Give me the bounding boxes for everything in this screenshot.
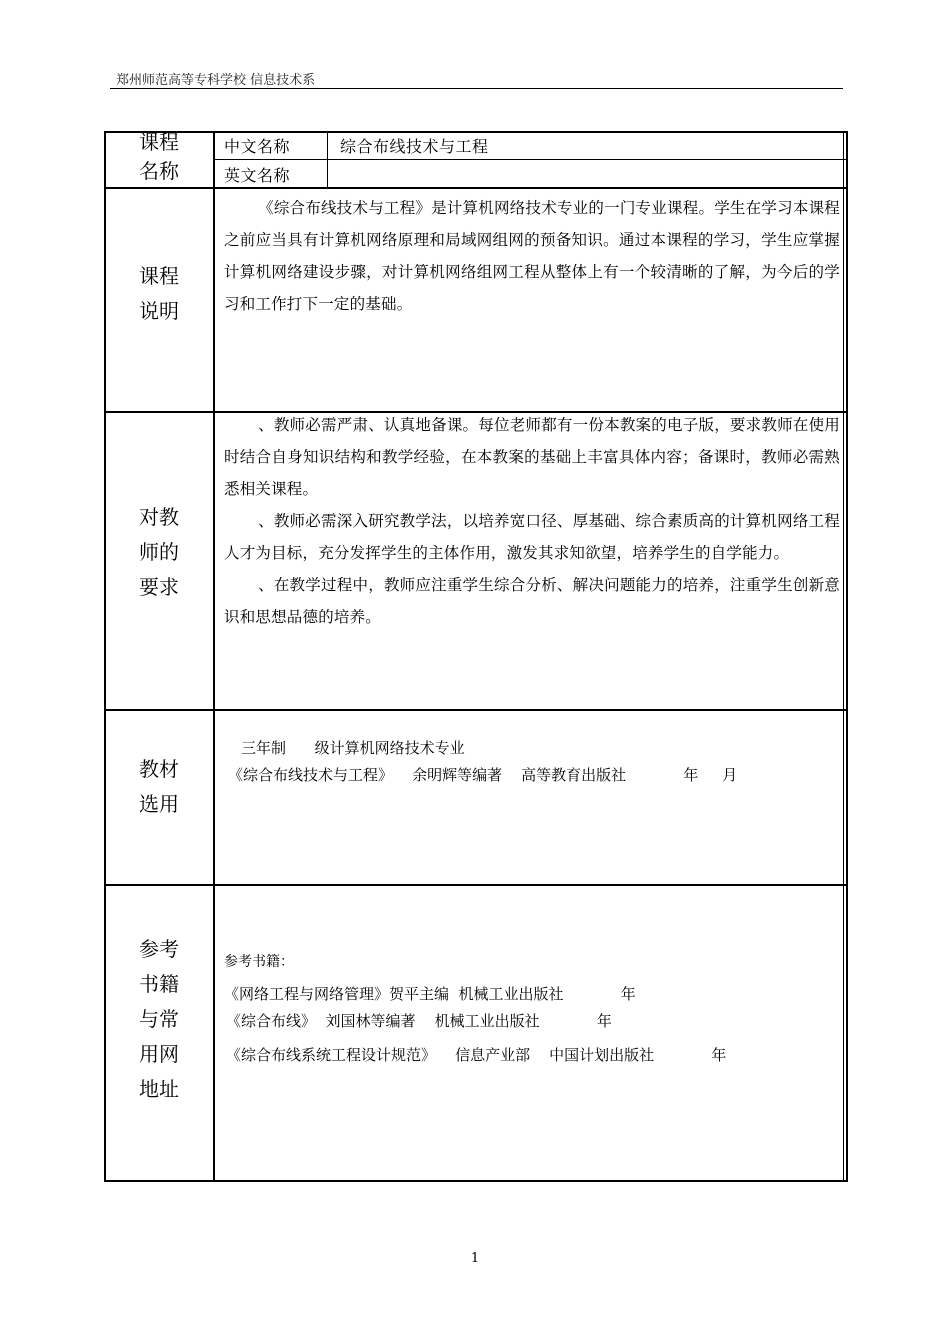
- row-divider-3: [104, 709, 848, 711]
- page-number: 1: [470, 1251, 480, 1266]
- teacher-req-label: [104, 500, 214, 605]
- cn-name-value: 综合布线技术与工程: [340, 137, 489, 156]
- name-column-divider: [327, 131, 328, 187]
- table-border-right: [846, 131, 848, 1181]
- row-divider-1: [104, 187, 848, 189]
- label-line: 书籍: [139, 972, 179, 996]
- name-row-divider: [214, 159, 846, 160]
- table-border-bottom: [104, 1180, 848, 1182]
- course-desc-text: [224, 192, 840, 320]
- teacher-req-text: [224, 409, 840, 633]
- cn-name-label: 中文名称: [224, 137, 291, 156]
- textbook-label: [104, 752, 214, 822]
- ref-line-1: 《网络工程与网络管理》贺平主编 机械工业出版社 年: [224, 985, 636, 1003]
- label-line: 要求: [139, 575, 179, 599]
- ref-line-3: 《综合布线系统工程设计规范》 信息产业部 中国计划出版社 年: [226, 1046, 727, 1064]
- teacher-item: 、教师必需深入研究教学法，以培养宽口径、厚基础、综合素质高的计算机网络工程人才为目标，充分发挥学生的主体作用，激发其求知欲望，培养学生的自学能力。: [224, 512, 840, 562]
- label-line: 教材: [139, 757, 179, 781]
- label-line: 参考: [139, 937, 179, 961]
- teacher-item: 、在教学过程中，教师应注重学生综合分析、解决问题能力的培养，注重学生创新意识和思想品德的培养。: [224, 576, 840, 626]
- ref-heading: 参考书籍：: [224, 954, 294, 970]
- row-divider-4: [104, 884, 848, 886]
- header-rule: [110, 88, 843, 89]
- label-line: 课程: [139, 130, 179, 154]
- textbook-line-2: 《综合布线技术与工程》 余明辉等编著 高等教育出版社 年 月: [228, 766, 738, 784]
- en-name-label: 英文名称: [224, 166, 291, 185]
- course-desc-label: [104, 259, 214, 329]
- references-label: [104, 932, 214, 1107]
- label-line: 名称: [139, 159, 179, 183]
- textbook-line-1: 三年制 级计算机网络技术专业: [241, 739, 465, 757]
- desc-paragraph: 《综合布线技术与工程》是计算机网络技术专业的一门专业课程。学生在学习本课程之前应当具有计算机网络原理和局域网组网的预备知识。通过本课程的学习，学生应掌握计算机网络建设步骤，对计算机网络组网工程从整体上有一个较清晰的了解，为今后的学习和工作打下一定的基础。: [224, 199, 840, 313]
- label-line: 师的: [139, 540, 179, 564]
- course-table: [104, 131, 848, 1181]
- label-line: 地址: [139, 1077, 179, 1101]
- label-line: 课程: [139, 264, 179, 288]
- course-name-label: [104, 125, 214, 189]
- label-line: 选用: [139, 792, 179, 816]
- table-border-top: [104, 131, 848, 133]
- label-line: 说明: [139, 299, 179, 323]
- label-line: 对教: [139, 505, 179, 529]
- ref-line-2: 《综合布线》 刘国林等编著 机械工业出版社 年: [226, 1012, 612, 1030]
- header-text: 郑州师范高等专科学校 信息技术系: [116, 73, 316, 88]
- table-border-right-inner: [843, 131, 844, 1181]
- teacher-item: 、教师必需严肃、认真地备课。每位老师都有一份本教案的电子版，要求教师在使用时结合自身知识结构和教学经验，在本教案的基础上丰富具体内容；备课时，教师必需熟悉相关课程。: [224, 416, 840, 498]
- label-line: 用网: [139, 1042, 179, 1066]
- label-line: 与常: [139, 1007, 179, 1031]
